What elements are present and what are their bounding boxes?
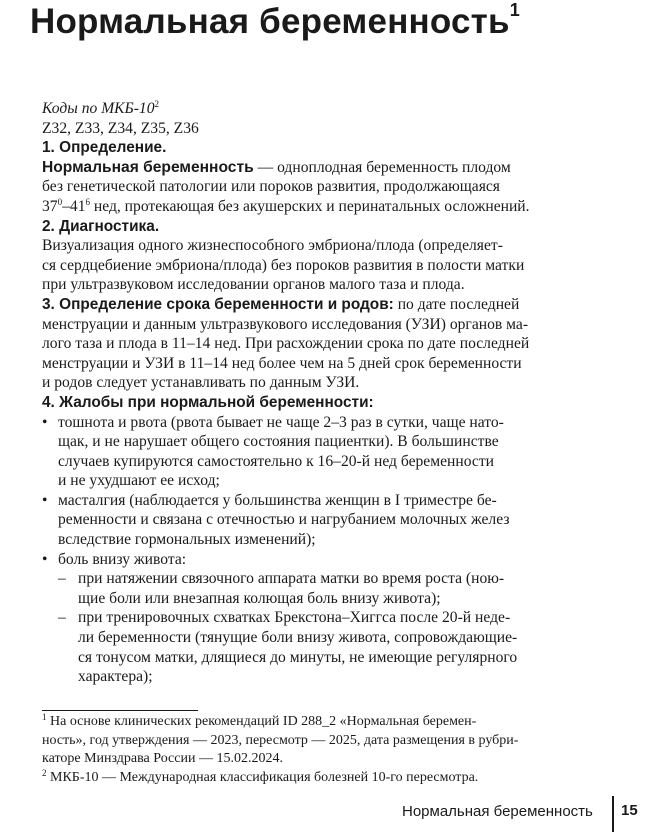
footnote-2-number: 2 (42, 767, 47, 778)
footnotes (42, 713, 602, 787)
section-1-line-1 (42, 158, 627, 178)
section-3-line-1 (42, 295, 627, 315)
section-1-line-2: без генетической патологии или пороков развития, продолжающаяся (42, 178, 500, 196)
list-item (42, 491, 627, 511)
list-item (42, 550, 627, 570)
section-3-line-3: лого таза и плода в 11–14 нед. При расхождении срока по дате последней (42, 335, 530, 353)
section-1-ga-start-sup: 0 (57, 196, 63, 207)
section-1-ga-start: 37 (42, 197, 58, 215)
list-item (42, 413, 627, 433)
page-title-text: Нормальная беременность (30, 2, 510, 41)
footnote-1-line-2: ность», год утверждения — 2023, пересмотр — 2025, дата размещения в рубри- (42, 732, 519, 748)
bullet-icon: • (42, 550, 48, 568)
dash-icon: – (58, 609, 66, 627)
icd-footnote-ref: 2 (154, 99, 160, 109)
section-1-line-1-rest: — одноплодная беременность плодом (253, 158, 511, 176)
section-1-ga-end: –41 (62, 197, 86, 215)
bullet-3-line-1: боль внизу живота: (58, 550, 187, 568)
dash-2-line-4: характера); (78, 668, 153, 686)
bullet-1-line-1: тошнота и рвота (рвота бывает не чаще 2–3 раз в сутки, чаще нато- (58, 413, 504, 431)
icd-codes-label (42, 99, 627, 119)
bullet-1-line-2: щак, и не нарушает общего состояния пациентки). В большинстве (58, 433, 499, 451)
dash-2-line-3: ся тонусом матки, длящиеся до минуты, не имеющие регулярного (78, 648, 518, 666)
section-3-heading: 3. Определение срока беременности и родов: (42, 295, 394, 313)
bullet-2-line-3: вследствие гормональных изменений); (58, 531, 316, 549)
section-2-heading: 2. Диагностика. (42, 217, 160, 235)
section-2-line-3: при ультразвуковом исследовании органов малого таза и плода. (42, 276, 465, 294)
bullet-1-line-4: и не ухудшают ее исход; (58, 472, 220, 490)
footnote-1-line-1 (42, 713, 602, 732)
footnote-2-line-1 (42, 769, 602, 788)
section-3-line-1-rest: по дате последней (393, 295, 520, 313)
footer-divider (612, 796, 614, 832)
document-body (42, 99, 627, 687)
page-title (30, 2, 520, 42)
icd-codes-values (42, 119, 627, 139)
section-1-line-3 (42, 197, 627, 217)
bullet-icon: • (42, 491, 48, 509)
dash-1-line-1: при натяжении связочного аппарата матки во время роста (ною- (78, 570, 505, 588)
sub-list-item (42, 608, 627, 628)
footnote-1-number: 1 (42, 712, 47, 722)
bullet-icon: • (42, 413, 48, 431)
section-2-line-2: ся сердцебиение эмбриона/плода) без пороков развития в полости матки (42, 256, 525, 274)
footnote-1-line-3: каторе Минздрава России — 15.02.2024. (42, 751, 283, 767)
icd-label-text: Коды по МКБ-10 (42, 100, 155, 117)
bullet-2-line-2: ременности и связана с отечностью и нагрубанием молочных желез (58, 511, 510, 529)
dash-2-line-1: при тренировочных схватках Брекстона–Хиггса после 20-й неде- (78, 609, 511, 627)
page-number: 15 (621, 802, 638, 819)
footnote-divider (42, 710, 198, 711)
title-footnote-ref: 1 (509, 0, 520, 21)
running-footer-title: Нормальная беременность (402, 803, 593, 820)
section-3-line-2: менструации и данным ультразвукового исследования (УЗИ) органов ма- (42, 315, 529, 333)
section-2-line-1: Визуализация одного жизнеспособного эмбриона/плода (определяет- (42, 237, 503, 255)
dash-1-line-2: щие боли или внезапная колющая боль внизу живота); (78, 589, 441, 607)
sub-list-item (42, 569, 627, 589)
icd-values-text: Z32, Z33, Z34, Z35, Z36 (42, 119, 199, 137)
section-1-line-3-rest: нед, протекающая без акушерских и перинатальных осложнений. (89, 197, 530, 215)
bullet-1-line-3: случаев купируются самостоятельно к 16–20-й нед беременности (58, 452, 494, 470)
section-1-ga-end-sup: 6 (85, 196, 90, 207)
dash-2-line-2: ли беременности (тянущие боли внизу живота, сопровождающие- (78, 629, 518, 647)
section-3-line-5: и родов следует устанавливать по данным УЗИ. (42, 374, 360, 392)
section-4-heading: 4. Жалобы при нормальной беременности: (42, 393, 374, 411)
dash-icon: – (58, 570, 66, 588)
section-1-heading: 1. Определение. (42, 139, 167, 157)
footnote-2-text: МКБ-10 — Международная классификация болезней 10-го пересмотра. (46, 769, 479, 785)
bullet-2-line-1: масталгия (наблюдается у большинства женщин в I триместре бе- (58, 491, 497, 509)
section-3-line-4: менструации и УЗИ в 11–14 нед более чем на 5 дней срок беременности (42, 354, 522, 372)
footnote-1-text-1: На основе клинических рекомендаций ID 288_2 «Нормальная беремен- (46, 714, 477, 729)
section-1-term: Нормальная беременность (42, 158, 254, 176)
